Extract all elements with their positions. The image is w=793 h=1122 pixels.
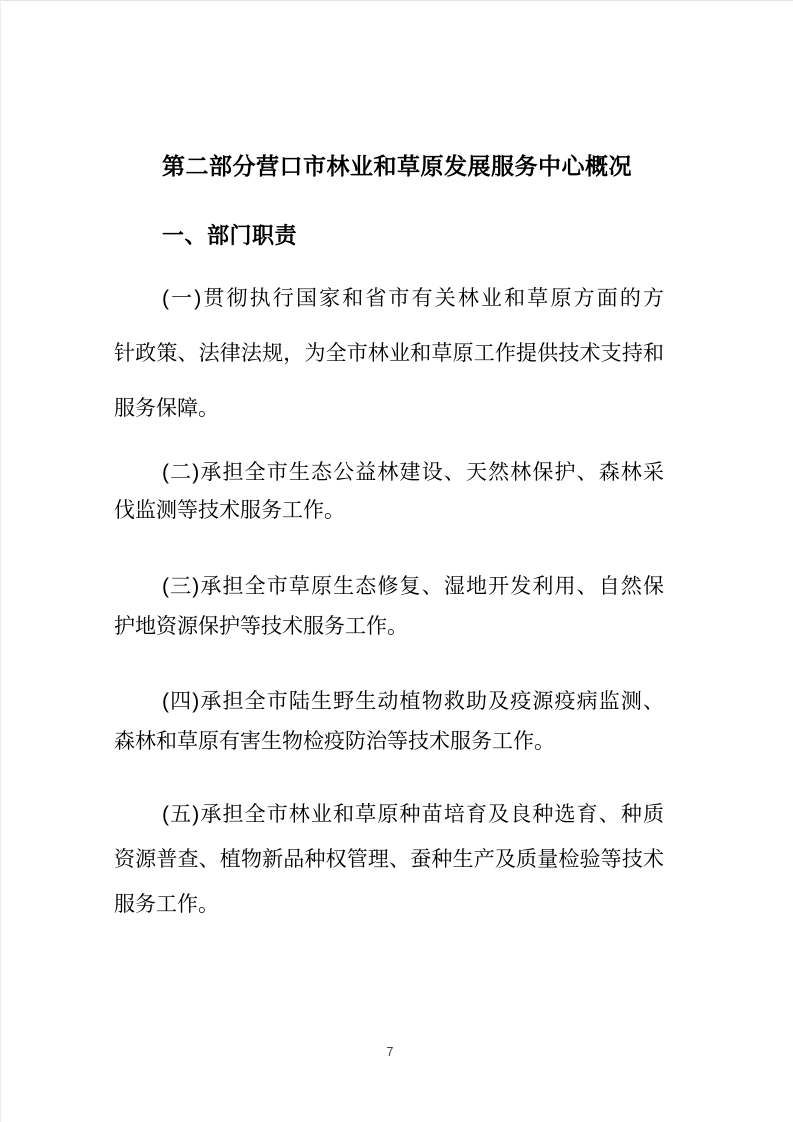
paragraph-line: (五)承担全市林业和草原种苗培育及良种选育、种质 bbox=[162, 803, 664, 826]
paragraph-line: 森林和草原有害生物检疫防治等技术服务工作。 bbox=[114, 730, 555, 753]
paragraph-line: 服务工作。 bbox=[114, 893, 219, 916]
paragraph-line: 资源普查、植物新品种权管理、蚕种生产及质量检验等技术 bbox=[114, 848, 664, 871]
page-number: 7 bbox=[386, 1045, 394, 1059]
paragraph-line: 针政策、法律法规，为全市林业和草原工作提供技术支持和 bbox=[114, 342, 664, 365]
paragraph-line: (一)贯彻执行国家和省市有关林业和草原方面的方 bbox=[162, 287, 664, 310]
paragraph-duty-1 bbox=[114, 271, 664, 436]
section-heading-department-duties: 一、部门职责 bbox=[162, 223, 298, 248]
document-title: 第二部分营口市林业和草原发展服务中心概况 bbox=[162, 153, 632, 179]
paragraph-line: (二)承担全市生态公益林建设、天然林保护、森林采 bbox=[162, 461, 664, 484]
paragraph-duty-3 bbox=[114, 567, 664, 647]
paragraph-line: 伐监测等技术服务工作。 bbox=[114, 499, 345, 522]
paragraph-line: (三)承担全市草原生态修复、湿地开发利用、自然保 bbox=[162, 575, 664, 598]
paragraph-duty-2 bbox=[114, 454, 664, 530]
paragraph-duty-4 bbox=[114, 682, 664, 762]
paragraph-line: 服务保障。 bbox=[114, 397, 219, 420]
paragraph-line: (四)承担全市陆生野生动植物救助及疫源疫病监测、 bbox=[162, 690, 664, 713]
paragraph-duty-5 bbox=[114, 792, 664, 927]
page-footer bbox=[1, 1043, 779, 1061]
paragraph-line: 护地资源保护等技术服务工作。 bbox=[114, 615, 408, 638]
